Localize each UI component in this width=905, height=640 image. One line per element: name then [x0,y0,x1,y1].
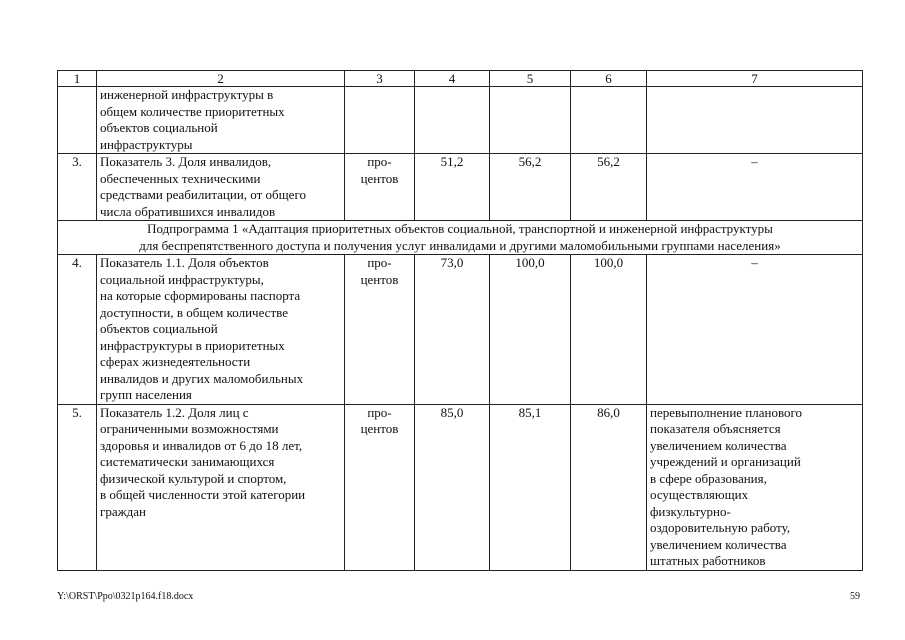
column-header-7: 7 [647,71,863,87]
indicator-name-line: социальной инфраструктуры, [100,271,264,287]
value-col5: 100,0 [490,255,571,405]
unit-cell [345,87,415,154]
indicator-name-line: граждан [100,503,146,519]
column-header-4: 4 [415,71,490,87]
comment-line: показателя объясняется [650,421,781,436]
comment-line: увеличением количества [650,437,787,453]
indicator-name-line: инфраструктуры [100,136,193,152]
column-header-6: 6 [571,71,647,87]
comment-line: перевыполнение планового [650,404,803,420]
indicator-name-line: объектов социальной [100,120,218,135]
indicator-name-line: систематически занимающихся [100,454,275,469]
indicator-name-line: Показатель 1.2. Доля лиц с [100,404,249,420]
comment-line: учреждений и организаций [650,454,801,469]
column-header-5: 5 [490,71,571,87]
subprogram-title-line: для беспрепятственного доступа и получения услуг инвалидами и другими маломобильными группами населения» [139,237,781,253]
row-number: 5. [58,404,97,570]
footer-file-path: Y:\ORST\Ppo\0321p164.f18.docx [57,591,194,602]
column-header-1: 1 [58,71,97,87]
unit-line: про- [367,255,392,270]
indicator-name [97,404,345,570]
indicator-name [97,154,345,221]
comment-cell [647,404,863,570]
indicator-name-line: групп населения [100,387,192,402]
value-col4: 51,2 [415,154,490,221]
column-header-3: 3 [345,71,415,87]
indicator-name-line: средствами реабилитации, от общего [100,187,306,202]
comment-line: увеличением количества [650,536,787,552]
unit-cell [345,255,415,405]
unit-line: центов [360,170,399,186]
unit-cell [345,154,415,221]
row-number: 3. [58,154,97,221]
indicator-name-line: в общей численности этой категории [100,487,306,502]
indicator-name-line: Показатель 3. Доля инвалидов, [100,154,272,169]
value-col6: 56,2 [571,154,647,221]
unit-line: центов [360,421,399,436]
indicator-name-line: ограниченными возможностями [100,421,279,436]
value-col4 [415,87,490,154]
indicator-name-line: доступности, в общем количестве [100,304,288,320]
value-col6: 100,0 [571,255,647,405]
indicator-name [97,87,345,154]
value-col6 [571,87,647,154]
table-row [58,404,863,570]
indicator-name-line: здоровья и инвалидов от 6 до 18 лет, [100,437,303,453]
indicator-name-line: инфраструктуры в приоритетных [100,337,285,353]
indicator-name-line: объектов социальной [100,321,218,336]
indicator-name-line: сферах жизнедеятельности [100,354,251,369]
table-row [58,255,863,405]
subprogram-row [58,221,863,255]
indicator-name-line: общем количестве приоритетных [100,103,285,119]
table-row [58,87,863,154]
unit-cell [345,404,415,570]
value-col5 [490,87,571,154]
comment-cell: – [647,154,863,221]
subprogram-title-line: Подпрограмма 1 «Адаптация приоритетных объектов социальной, транспортной и инженерной инфраструктуры [147,221,773,236]
subprogram-title [58,221,863,255]
comment-cell [647,87,863,154]
row-number [58,87,97,154]
comment-line: осуществляющих [650,487,749,502]
indicator-name-line: физической культурой и спортом, [100,470,287,486]
indicator-name-line: инвалидов и других маломобильных [100,370,304,386]
comment-line: штатных работников [650,553,766,568]
comment-line: оздоровительную работу, [650,520,791,535]
comment-line: физкультурно- [650,503,731,519]
indicator-name-line: числа обратившихся инвалидов [100,203,276,219]
column-number-header-row [58,71,863,87]
value-col5: 56,2 [490,154,571,221]
value-col4: 85,0 [415,404,490,570]
unit-line: про- [367,154,392,169]
indicator-name-line: инженерной инфраструктуры в [100,87,274,102]
value-col6: 86,0 [571,404,647,570]
indicators-table [57,70,863,571]
comment-cell: – [647,255,863,405]
table-row [58,154,863,221]
indicator-name-line: Показатель 1.1. Доля объектов [100,255,269,270]
page-number: 59 [850,591,860,602]
unit-line: про- [367,404,392,420]
unit-line: центов [360,271,399,287]
value-col5: 85,1 [490,404,571,570]
column-header-2: 2 [97,71,345,87]
indicator-name-line: обеспеченных техническими [100,170,261,186]
indicator-name-line: на которые сформированы паспорта [100,288,301,303]
value-col4: 73,0 [415,255,490,405]
indicator-name [97,255,345,405]
row-number: 4. [58,255,97,405]
comment-line: в сфере образования, [650,470,767,486]
